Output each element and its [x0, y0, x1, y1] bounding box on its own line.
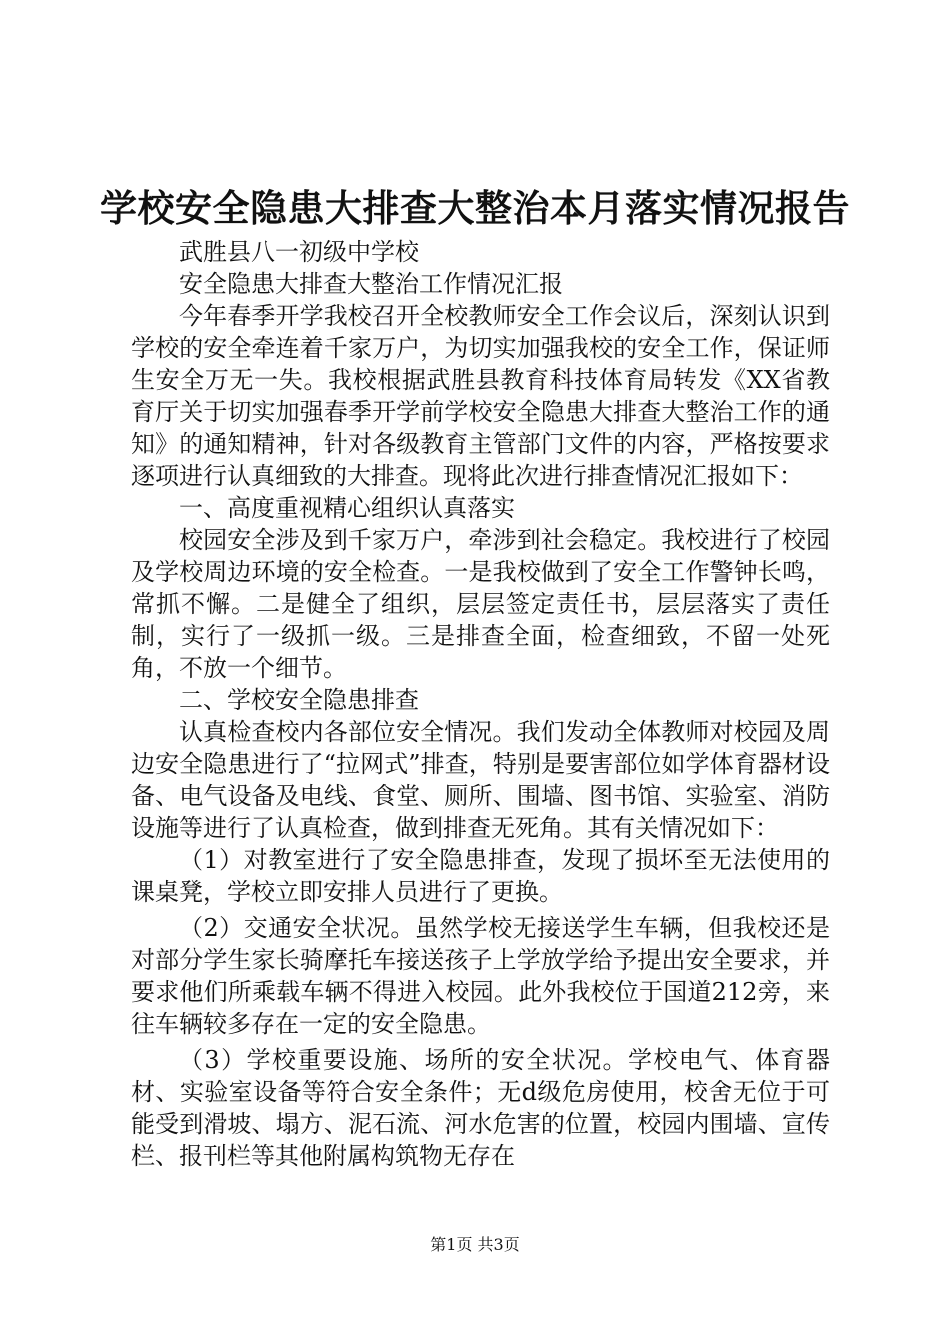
item-2-paragraph: （2）交通安全状况。虽然学校无接送学生车辆，但我校还是对部分学生家长骑摩托车接送孩子上学放学给予提出安全要求，并要求他们所乘载车辆不得进入校园。此外我校位于国道212旁，来往车辆较多存在一定的安全隐患。 [131, 914, 830, 1038]
page-footer: 第1页 共3页 [430, 1235, 520, 1254]
section-1-paragraph: 校园安全涉及到千家万户，牵涉到社会稳定。我校进行了校园及学校周边环境的安全检查。一是我校做到了安全工作警钟长鸣，常抓不懈。二是健全了组织，层层签定责任书，层层落实了责任制，实行了一级抓一级。三是排查全面，检查细致，不留一处死角，不放一个细节。 [131, 526, 830, 682]
document-title: 学校安全隐患大排查大整治本月落实情况报告 [100, 186, 850, 230]
item-1-paragraph: （1）对教室进行了安全隐患排查，发现了损坏至无法使用的课桌凳，学校立即安排人员进行了更换。 [131, 846, 830, 906]
item-3-paragraph: （3）学校重要设施、场所的安全状况。学校电气、体育器材、实验室设备等符合安全条件；无d级危房使用，校舍无位于可能受到滑坡、塌方、泥石流、河水危害的位置，校园内围墙、宣传栏、报刊栏等其他附属构筑物无存在 [131, 1046, 830, 1170]
report-subtitle: 安全隐患大排查大整治工作情况汇报 [179, 270, 563, 298]
section-2-paragraph: 认真检查校内各部位安全情况。我们发动全体教师对校园及周边安全隐患进行了“拉网式”排查，特别是要害部位如学体育器材设备、电气设备及电线、食堂、厕所、围墙、图书馆、实验室、消防设施等进行了认真检查，做到排查无死角。其有关情况如下： [131, 718, 830, 842]
section-heading-2: 二、学校安全隐患排查 [179, 686, 419, 714]
school-name: 武胜县八一初级中学校 [179, 238, 419, 266]
intro-paragraph: 今年春季开学我校召开全校教师安全工作会议后，深刻认识到学校的安全牵连着千家万户，为切实加强我校的安全工作，保证师生安全万无一失。我校根据武胜县教育科技体育局转发《XX省教育厅关于切实加强春季开学前学校安全隐患大排查大整治工作的通知》的通知精神，针对各级教育主管部门文件的内容，严格按要求逐项进行认真细致的大排查。现将此次进行排查情况汇报如下： [131, 302, 830, 490]
document-body [131, 236, 830, 1172]
section-heading-1: 一、高度重视精心组织认真落实 [179, 494, 515, 522]
